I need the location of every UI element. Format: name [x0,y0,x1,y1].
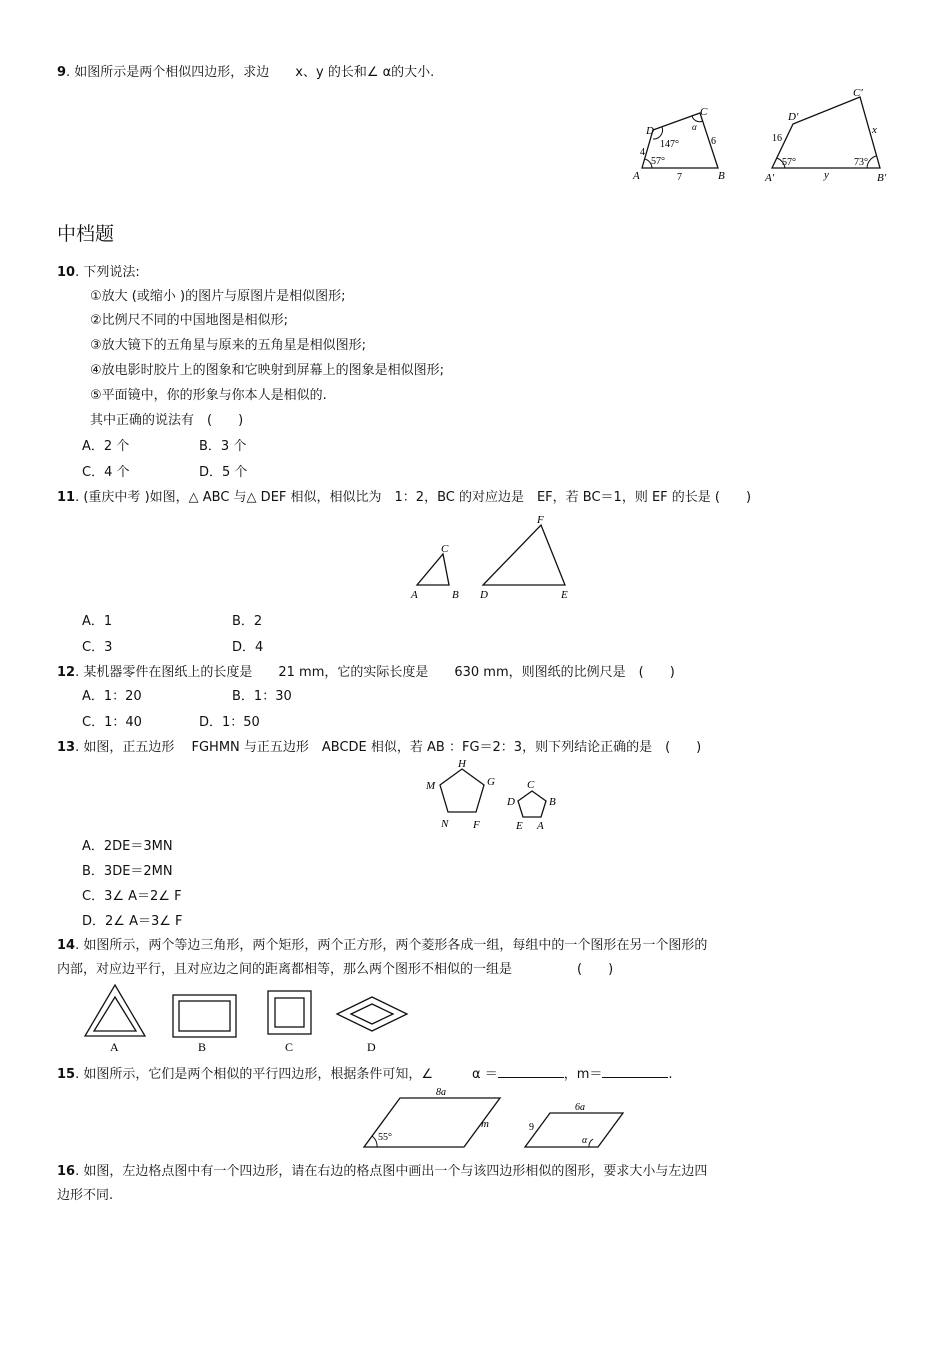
q13-figure [420,756,570,832]
label-b: B [549,796,556,808]
label-c: C [700,106,708,118]
q11-option-c: C．3 [82,640,113,655]
angle-b2-label: 73° [854,157,868,168]
label-m: m [481,1118,489,1130]
label-n: N [441,818,449,830]
label-e: E [516,820,523,832]
label-alpha: α [582,1135,588,1146]
q13-option-c: C．3∠ A＝2∠ F [82,889,182,904]
q11-option-d: D．4 [232,640,264,655]
pentagon-fghmn [440,769,484,812]
inner-triangle [94,997,136,1031]
q13-option-a: A．2DE＝3MN [82,839,173,854]
q16-text-cont: 边形不同. [57,1188,114,1203]
angle-55-arc [372,1136,377,1147]
label-6a: 6a [575,1102,585,1113]
side-b2c2: x [872,124,877,136]
label-d: D [646,125,654,137]
label-55: 55° [378,1132,392,1143]
q9-figure [620,84,900,188]
m-answer-blank[interactable] [602,1065,668,1078]
label-b: B [198,1040,207,1054]
q12-option-b: B．1：30 [232,689,292,704]
q12-option-a: A．1：20 [82,689,142,704]
inner-rhombus [351,1004,393,1024]
outer-rhombus [337,997,407,1031]
label-d: D [507,796,515,808]
q10-item: ⑤平面镜中，你的形象与你本人是相似的. [90,388,327,403]
label-d: D [480,589,488,601]
q13-option-d: D．2∠ A＝3∠ F [82,914,183,929]
label-a: A [411,589,418,601]
outer-triangle [85,985,145,1036]
q10-item: ④放电影时胶片上的图象和它映射到屏幕上的图象是相似图形; [90,363,445,378]
section-title: 中档题 [57,223,115,245]
label-b: B [718,170,725,182]
q10-option-a: A．2 个 [82,439,130,454]
label-8a: 8a [436,1087,446,1098]
label-f: F [473,819,480,831]
q13-text: 13. 如图，正五边形 FGHMN 与正五边形 ABCDE 相似，若 AB ：FG＝2：3，则下列结论正确的是 ( ) [57,740,702,755]
q11-option-b: B．2 [232,614,263,629]
label-a2: A′ [765,172,775,184]
inner-square [275,998,304,1027]
q10-option-c: C．4 个 [82,465,130,480]
label-9: 9 [529,1122,534,1133]
label-a: A [537,820,544,832]
q15-text: 15. 如图所示，它们是两个相似的平行四边形，根据条件可知，∠ α ＝ ，m＝ . [57,1067,673,1082]
label-c2: C′ [853,87,863,99]
q10-question: 其中正确的说法有 ( ) [90,413,244,428]
triangle-abc [417,554,449,585]
inner-rectangle [179,1001,230,1031]
q12-option-d: D．1：50 [199,715,260,730]
q10-text: 10. 下列说法: [57,265,140,280]
label-c: C [285,1040,294,1054]
q13-option-b: B．3DE＝2MN [82,864,173,879]
label-g: G [487,776,495,788]
label-a: A [633,170,640,182]
triangle-def [483,525,565,585]
q12-text: 12. 某机器零件在图纸上的长度是 21 mm，它的实际长度是 630 mm，则图纸的比例尺是 ( ) [57,665,675,680]
label-d: D [367,1040,376,1054]
label-c: C [527,779,535,791]
q11-figure [405,512,585,604]
angle-d-label: 147° [660,139,679,150]
q14-text-cont: 内部，对应边平行，且对应边之间的距离都相等，那么两个图形不相似的一组是 ( ) [57,962,614,977]
label-h: H [458,758,466,770]
q15-figure [360,1085,630,1151]
label-m: M [426,780,436,792]
q10-option-d: D．5 个 [199,465,248,480]
q10-option-b: B．3 个 [199,439,247,454]
side-a2d2: 16 [772,133,782,144]
q14-figure [80,983,420,1055]
q11-option-a: A．1 [82,614,113,629]
q10-item: ①放大 (或缩小 )的图片与原图片是相似图形; [90,289,346,304]
q12-option-c: C．1：40 [82,715,142,730]
side-ad: 4 [640,147,645,158]
alpha-label: α [692,122,697,132]
side-a2b2: y [824,169,829,181]
side-bc: 6 [711,136,716,147]
pentagon-abcde [518,791,546,817]
side-ab: 7 [677,172,682,183]
label-f: F [537,514,544,526]
label-a: A [110,1040,119,1054]
label-d2: D′ [788,111,799,123]
q11-text: 11. (重庆中考 )如图，△ ABC 与△ DEF 相似，相似比为 1：2，BC 的对应边是 EF，若 BC＝1，则 EF 的长是 ( ) [57,490,752,505]
label-c: C [441,543,449,555]
q14-text: 14. 如图所示，两个等边三角形，两个矩形，两个正方形，两个菱形各成一组，每组中的一个图形在另一个图形的 [57,938,708,953]
angle-a2-label: 57° [782,157,796,168]
label-b: B [452,589,459,601]
alpha-arc [589,1139,593,1147]
q10-item: ②比例尺不同的中国地图是相似形; [90,313,289,328]
q10-item: ③放大镜下的五角星与原来的五角星是相似图形; [90,338,367,353]
label-b2: B′ [877,172,887,184]
alpha-answer-blank[interactable] [498,1065,564,1078]
q9-text: 9. 如图所示是两个相似四边形，求边 x、y 的长和∠ α的大小. [57,65,435,80]
q16-text: 16. 如图，左边格点图中有一个四边形，请在右边的格点图中画出一个与该四边形相似的图形，要求大小与左边四 [57,1164,708,1179]
label-e: E [561,589,568,601]
angle-a-label: 57° [651,156,665,167]
parallelogram-small [525,1113,623,1147]
angle-b2-arc [867,156,876,168]
